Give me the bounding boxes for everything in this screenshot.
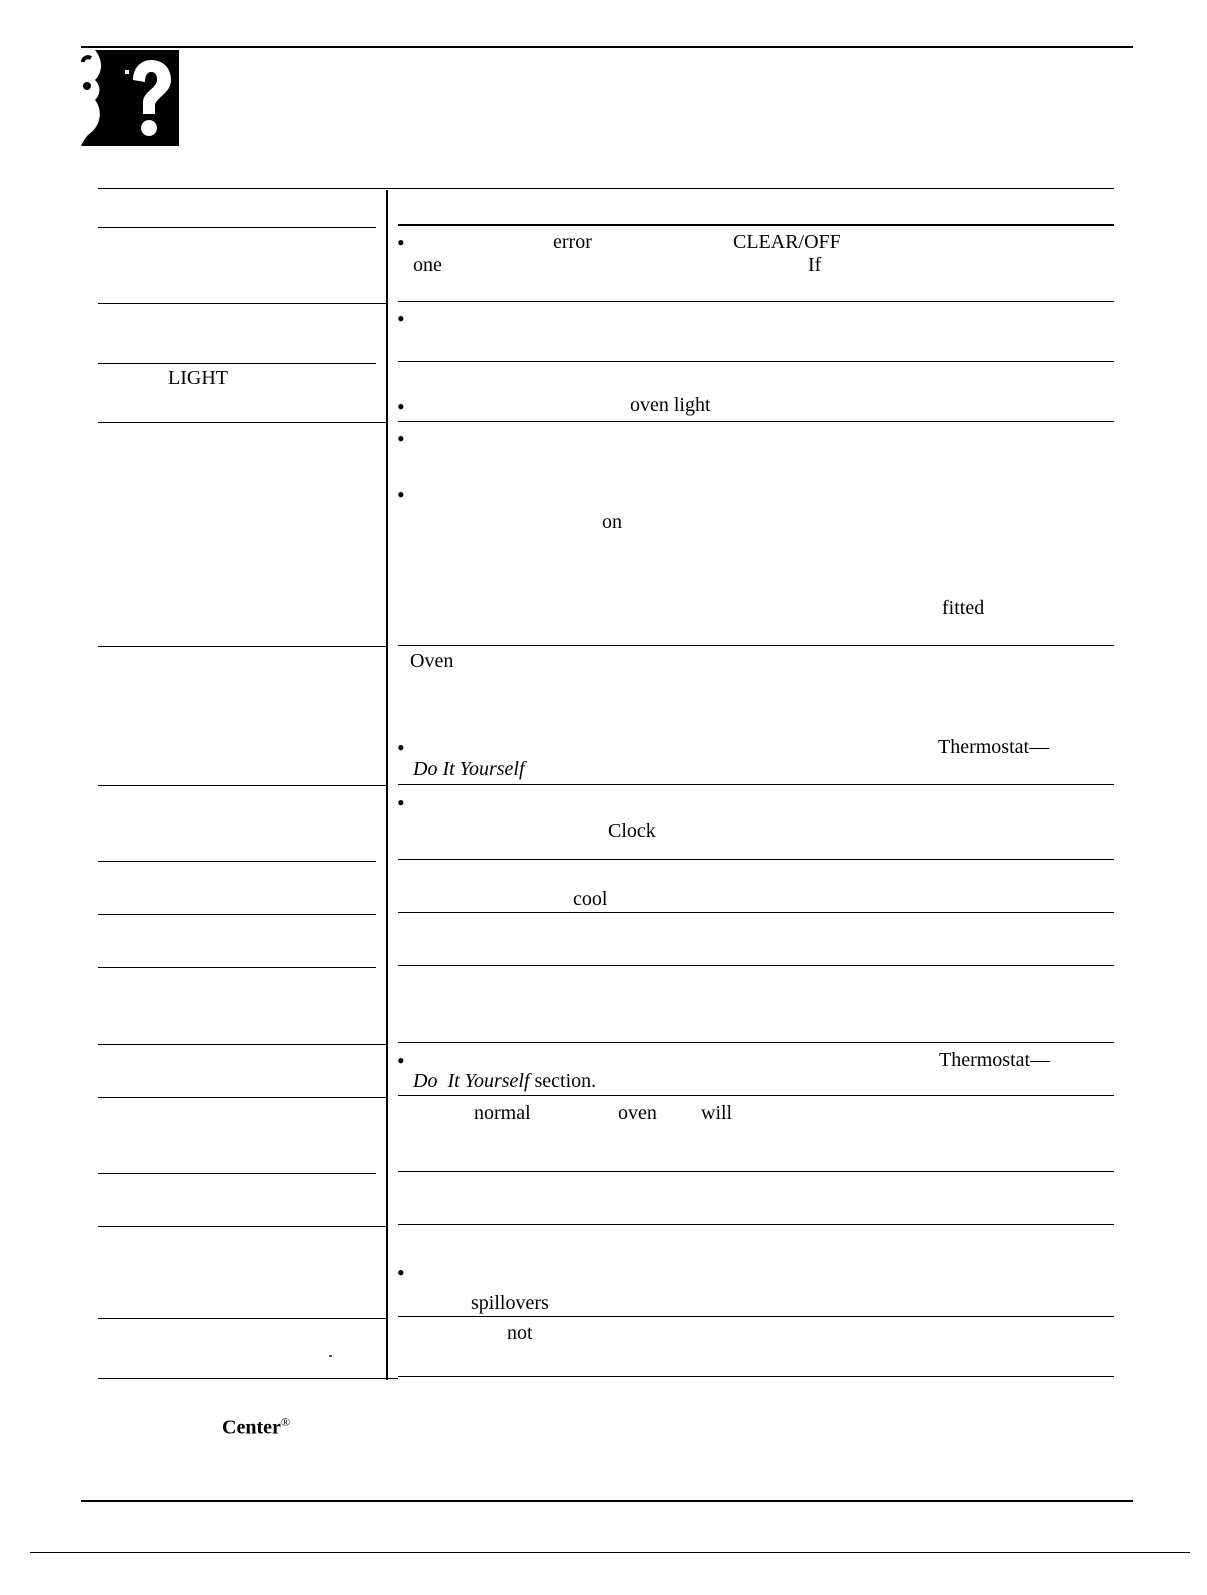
- left-rule: [98, 1318, 386, 1319]
- left-rule: [98, 1378, 398, 1379]
- bullet: •: [397, 306, 405, 331]
- left-rule: [98, 1226, 386, 1227]
- left-rule: [98, 914, 376, 915]
- bullet: •: [397, 482, 405, 507]
- left-rule: [98, 646, 386, 647]
- column-divider: [386, 190, 388, 1380]
- text-on: on: [602, 511, 622, 533]
- text-do-it-yourself-section: [413, 1070, 596, 1092]
- text-oven: Oven: [410, 650, 454, 672]
- right-rule: [398, 224, 1114, 226]
- text-thermostat-2: Thermostat—: [939, 1049, 1051, 1071]
- light-label: LIGHT: [168, 367, 228, 389]
- bullet: •: [397, 394, 405, 419]
- right-rule: [398, 1376, 1114, 1377]
- bullet: •: [397, 735, 405, 760]
- table-top-rule: [98, 188, 1114, 189]
- text-fitted: fitted: [942, 597, 985, 619]
- left-rule: [98, 303, 386, 304]
- question-face-logo-icon: [81, 50, 179, 146]
- center-text: Center: [222, 1416, 281, 1439]
- left-rule: [98, 422, 386, 423]
- small-mark: [329, 1355, 332, 1357]
- left-rule: [98, 1173, 376, 1174]
- text-normal: normal: [474, 1102, 531, 1124]
- right-rule: [398, 784, 1114, 785]
- right-rule: [398, 965, 1114, 966]
- bullet: •: [397, 1260, 405, 1285]
- right-rule: [398, 361, 1114, 362]
- text-clock: Clock: [608, 820, 656, 842]
- left-rule: [98, 1097, 386, 1098]
- registered-mark: ®: [280, 1415, 290, 1429]
- text-oven-light: oven light: [630, 394, 711, 416]
- right-rule: [398, 912, 1114, 913]
- right-rule: [398, 859, 1114, 860]
- left-rule: [98, 1044, 386, 1045]
- right-rule: [398, 1224, 1114, 1225]
- bullet: •: [397, 426, 405, 451]
- bullet: •: [397, 230, 405, 255]
- bottom-rule: [81, 1500, 1133, 1502]
- text-cool: cool: [573, 888, 608, 910]
- top-rule: [81, 46, 1133, 48]
- text-thermostat-1: Thermostat—: [938, 736, 1050, 758]
- right-rule: [398, 421, 1114, 422]
- right-rule: [398, 1316, 1114, 1317]
- text-not: not: [507, 1322, 533, 1344]
- right-rule: [398, 1171, 1114, 1172]
- left-rule: [98, 227, 376, 228]
- bullet: •: [397, 1048, 405, 1073]
- center-label: [222, 1411, 290, 1439]
- left-rule: [98, 861, 376, 862]
- page-edge-rule: [30, 1552, 1190, 1553]
- right-rule: [398, 1095, 1114, 1096]
- bullet: •: [397, 790, 405, 815]
- right-rule: [398, 301, 1114, 302]
- left-rule: [98, 967, 376, 968]
- text-section: section.: [529, 1070, 597, 1092]
- text-do-it-yourself-2: Do It Yourself: [413, 1070, 530, 1092]
- text-do-it-yourself-1: Do It Yourself: [413, 758, 525, 780]
- text-one: one: [413, 254, 442, 276]
- text-spillovers: spillovers: [471, 1292, 549, 1314]
- text-error: error: [553, 231, 592, 253]
- text-clear-off: CLEAR/OFF: [733, 231, 841, 253]
- text-will: will: [701, 1102, 733, 1124]
- text-if: If: [808, 254, 822, 276]
- left-rule: [98, 785, 386, 786]
- right-rule: [398, 645, 1114, 646]
- text-oven-2: oven: [618, 1102, 657, 1124]
- right-rule: [398, 1042, 1114, 1043]
- left-rule: [98, 363, 376, 364]
